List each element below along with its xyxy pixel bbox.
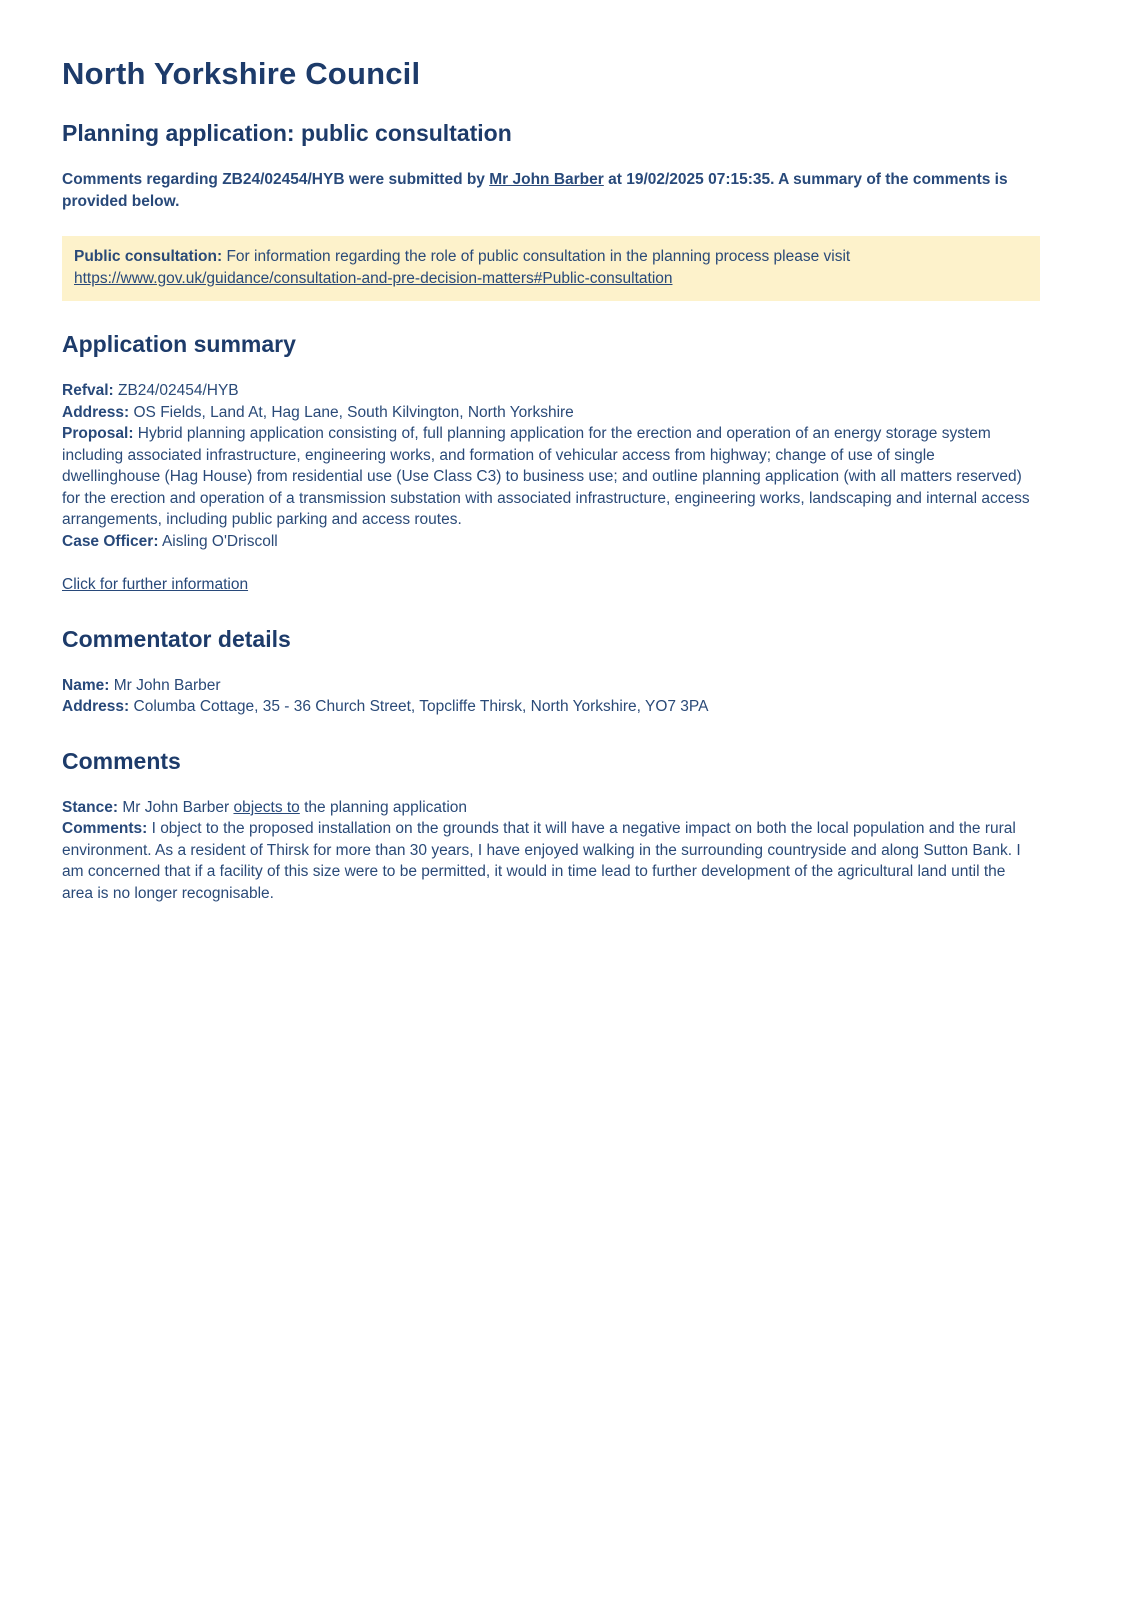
commentator-address-label: Address: [62,698,130,715]
field-comments [62,818,1034,904]
stance-post: the planning application [304,798,468,816]
field-name [62,675,1034,697]
field-proposal [62,423,1034,531]
address-label: Address: [62,403,130,421]
notice-text: For information regarding the role of public consultation in the planning process please visit [226,248,851,265]
public-consultation-notice [62,236,1040,301]
name-label: Name: [62,676,110,694]
page-subtitle: Planning application: public consultation [62,120,512,146]
proposal-value: Hybrid planning application consisting of, full planning application for the erection and operation of an energy storage system including associated infrastructure, engineering works, and formation of vehicular access from highway; change of use of single dwellinghouse (Hag House) from residential use (Use Class C3) to business use; and outline planning application (with all matters reserved) for the erection and operation of a transmission substation with associated infrastructure, engineering works, landscaping and internal access arrangements, including public parking and access routes. [62,425,1030,528]
name-value: Mr John Barber [113,676,221,694]
content-area [62,56,1034,904]
field-refval [62,380,1034,402]
address-value: OS Fields, Land At, Hag Lane, South Kilvington, North Yorkshire [133,403,574,421]
commentator-details-block [62,675,1034,718]
case-officer-value: Aisling O'Driscoll [161,532,278,550]
section-heading-commentator-details: Commentator details [62,625,291,652]
case-officer-label: Case Officer: [62,532,159,550]
section-heading-application-summary: Application summary [62,331,296,357]
intro-text-pre: Comments regarding ZB24/02454/HYB were submitted by [62,171,485,188]
stance-objects-link[interactable]: objects to [233,798,300,816]
field-address [62,402,1034,424]
stance-pre: Mr John Barber [122,798,230,816]
section-heading-comments: Comments [62,747,181,774]
application-summary-block [62,380,1034,552]
refval-label: Refval: [62,382,114,399]
notice-paragraph [74,246,1028,289]
field-commentator-address [62,696,1034,718]
intro-text-post: at 19/02/2025 07:15:35. A summary of the comments is provided below. [62,171,1008,210]
stance-label: Stance: [62,798,118,816]
gov-uk-consultation-link[interactable]: https://www.gov.uk/guidance/consultation-and-pre-decision-matters#Public-consultation [74,269,673,287]
comments-block [62,797,1034,905]
further-information-line [62,574,1034,596]
field-stance [62,797,1034,819]
field-case-officer [62,531,1034,553]
comments-value: I object to the proposed installation on the grounds that it will have a negative impact on both the local population and the rural environment. As a resident of Thirsk for more than 30 years, I have enjoyed walking in the surrounding countryside and along Sutton Bank. I am concerned that if a facility of this size were to be permitted, it would in time lead to further development of the agricultural land until the area is no longer recognisable. [62,820,1021,902]
proposal-label: Proposal: [62,425,134,442]
commentator-address-value: Columba Cottage, 35 - 36 Church Street, Topcliffe Thirsk, North Yorkshire, YO7 3PA [133,698,709,715]
refval-value: ZB24/02454/HYB [118,382,239,399]
comments-label: Comments: [62,820,148,837]
further-information-link[interactable]: Click for further information [62,576,249,593]
commentator-name-link[interactable]: Mr John Barber [489,171,604,188]
page-title: North Yorkshire Council [62,56,421,91]
notice-label: Public consultation: [74,248,223,265]
intro-paragraph [62,169,1034,212]
